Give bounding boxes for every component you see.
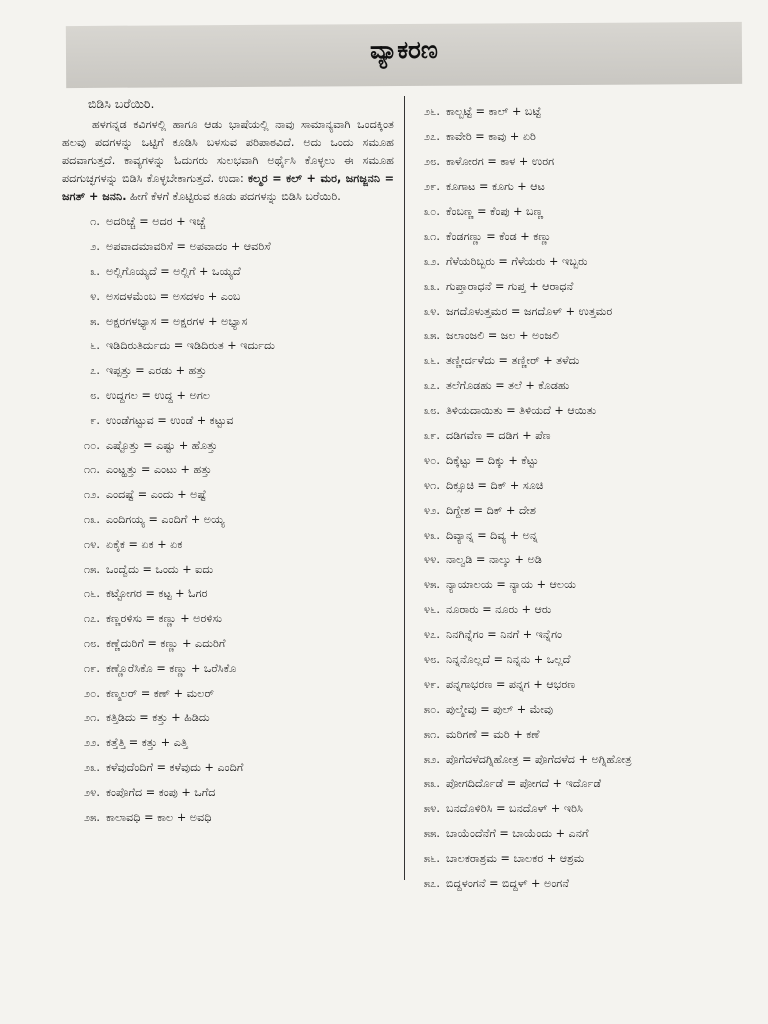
item-number: ೩೧.	[423, 229, 440, 243]
item-text: ಎಂದಿಗಯ್ಯ = ಎಂದಿಗೆ + ಅಯ್ಯ	[106, 512, 225, 526]
item-text: ಅಸದಳಮೆಂಬ = ಅಸದಳಂ + ಎಂಬ	[106, 289, 241, 303]
item-text: ಕೆಂಬಣ್ಣ = ಕೆಂಪು + ಬಣ್ಣ	[446, 205, 544, 218]
list-item	[414, 100, 744, 125]
item-number: ೨೦.	[83, 686, 100, 700]
list-item	[414, 473, 744, 498]
item-number: ೨.	[90, 240, 100, 254]
item-text: ನಿನ್ನನೊಲ್ಲದೆ = ನಿನ್ನನು + ಒಲ್ಲದೆ	[446, 653, 571, 667]
list-item	[62, 433, 398, 458]
item-text: ಕಾಲಾವಧಿ = ಕಾಲ + ಅವಧಿ	[106, 810, 212, 824]
item-text: ಉದ್ದಗಲ = ಉದ್ದ + ಅಗಲ	[106, 388, 211, 402]
list-item	[414, 374, 744, 399]
item-number: ೨೪.	[83, 785, 100, 799]
item-number: ೪೪.	[423, 553, 440, 567]
list-item	[414, 224, 744, 249]
item-number: ೨೭.	[423, 130, 440, 144]
list-item	[414, 747, 744, 772]
column-divider	[404, 96, 405, 880]
item-number: ೩೬.	[423, 354, 440, 368]
item-number: ೧೮.	[83, 636, 100, 650]
item-number: ೪.	[90, 289, 100, 303]
item-number: ೨೧.	[83, 711, 100, 725]
item-text: ಪೊಗೆದಳೆದಗ್ನಿಹೋತ್ರ = ಪೊಗೆದಳೆದ + ಅಗ್ನಿಹೋತ್ರ	[446, 752, 632, 766]
list-item	[62, 805, 398, 830]
item-number: ೩.	[90, 264, 100, 278]
list-item	[414, 648, 744, 673]
item-number: ೨೬.	[423, 105, 440, 119]
item-number: ೩೭.	[423, 379, 440, 393]
item-text: ಕತ್ತಿಡಿದು = ಕತ್ತು + ಹಿಡಿದು	[106, 711, 210, 725]
list-item	[62, 508, 398, 533]
item-text: ಎಂದಷ್ಟೆ = ಎಂದು + ಅಷ್ಟೆ	[106, 488, 207, 502]
item-text: ಕಣ್ಮಲರ್ = ಕಣ್ + ಮಲರ್	[106, 686, 215, 700]
item-text: ಬನದೊಳಿರಿಸಿ = ಬನದೊಳ್ + ಇರಿಸಿ	[446, 802, 583, 816]
right-column	[414, 96, 744, 897]
list-item	[62, 210, 398, 235]
list-item	[414, 872, 744, 897]
item-text: ಅಕ್ಷರಗಳಭ್ಯಾಸ = ಅಕ್ಷರಗಳ + ಅಭ್ಯಾಸ	[106, 314, 248, 328]
item-text: ಕಳೆವುದೆಂದಿಗೆ = ಕಳೆವುದು + ಎಂದಿಗೆ	[106, 760, 244, 774]
item-number: ೬.	[90, 339, 100, 353]
item-number: ೯.	[90, 413, 100, 427]
item-text: ಒಂದ್ವೆದು = ಒಂದು + ಐದು	[106, 562, 214, 576]
list-item	[62, 756, 398, 781]
list-item	[62, 284, 398, 309]
item-number: ೪೨.	[423, 503, 440, 517]
item-number: ೫೩.	[423, 777, 440, 791]
list-item	[414, 498, 744, 523]
item-number: ೫೦.	[423, 702, 440, 716]
item-number: ೪೦.	[423, 453, 440, 467]
item-text: ಎಂಟ್ಹತ್ತು = ಎಂಟು + ಹತ್ತು	[106, 463, 212, 477]
item-text: ಅಲ್ಲಿಗೊಯ್ಯದೆ = ಅಲ್ಲಿಗೆ + ಒಯ್ಯದೆ	[106, 264, 241, 278]
item-number: ೫೨.	[423, 752, 440, 766]
list-item	[414, 150, 744, 175]
item-number: ೧೩.	[83, 512, 100, 526]
right-word-list	[414, 100, 744, 897]
list-item	[62, 359, 398, 384]
instructions-text-1: ಹಳಗನ್ನಡ ಕವಿಗಳಲ್ಲಿ ಹಾಗೂ ಆಡು ಭಾಷೆಯಲ್ಲಿ ನಾವು ಸಾಮಾನ್ಯವಾಗಿ ಒಂದಕ್ಕಿಂತ ಹಲವು ಪದಗಳನ್ನು ಒಟ್ಟಿಗೆ ಕೂಡಿಸಿ ಬಳಸುವ ಪರಿಪಾಠವಿದೆ. ಅದು ಒಂದು ಸಮೂಹ ಪದವಾಗುತ್ತದೆ. ಕಾವ್ಯಗಳನ್ನು ಓದುಗರು ಸುಲಭವಾಗಿ ಅರ್ಥೈಸಿ ಕೊಳ್ಳಲು ಈ ಸಮೂಹ ಪದಗುಚ್ಛಗಳನ್ನು ಬಿಡಿಸಿ ಕೊಳ್ಳಬೇಕಾಗುತ್ತದೆ. ಉದಾ:	[62, 118, 394, 185]
item-number: ೩೩.	[423, 279, 440, 293]
list-item	[62, 557, 398, 582]
item-number: ೨೩.	[83, 760, 100, 774]
list-item	[414, 573, 744, 598]
item-number: ೩೪.	[423, 304, 440, 318]
item-text: ಕಣ್ಣರಳಿಸು = ಕಣ್ಣು + ಅರಳಿಸು	[106, 612, 223, 626]
list-item	[62, 681, 398, 706]
item-text: ಬಾಲಕರಾಶ್ರಮ = ಬಾಲಕರ + ಆಶ್ರಮ	[446, 852, 585, 866]
list-item	[414, 274, 744, 299]
list-item	[62, 334, 398, 359]
item-text: ಎಷ್ಟೊತ್ತು = ಎಷ್ಟು + ಹೊತ್ತು	[106, 438, 218, 452]
item-number: ೫.	[90, 314, 100, 328]
item-number: ೫೭.	[423, 877, 440, 891]
list-item	[414, 697, 744, 722]
item-number: ೧೯.	[83, 661, 100, 675]
item-number: ೩೫.	[423, 329, 440, 343]
list-item	[62, 235, 398, 260]
list-item	[414, 349, 744, 374]
list-item	[62, 607, 398, 632]
item-number: ೨೮.	[423, 155, 440, 169]
item-text: ಕತ್ತೆತ್ತಿ = ಕತ್ತು + ಎತ್ತಿ	[106, 736, 188, 750]
list-item	[414, 548, 744, 573]
item-text: ತಣ್ಣೀರ್ದಳೆದು = ತಣ್ಣೀರ್ + ತಳೆದು	[446, 354, 580, 368]
item-number: ೪೭.	[423, 628, 440, 642]
list-item	[62, 532, 398, 557]
example-text: ಕಲ್ಮರ = ಕಲ್ + ಮರ, ಜಗಜ್ಜನನಿ = ಜಗತ್ + ಜನನಿ.	[62, 172, 394, 203]
item-text: ಉಂಡೆಗಟ್ಟುವ = ಉಂಡೆ + ಕಟ್ಟುವ	[106, 413, 234, 427]
item-number: ೫೪.	[423, 802, 440, 816]
item-text: ಅಪವಾದಮಾವರಿಸೆ = ಅಪವಾದಂ + ಆವರಿಸೆ	[106, 240, 271, 254]
item-text: ಗುಪ್ತಾರಾಧನೆ = ಗುಪ್ತ + ಆರಾಧನೆ	[446, 279, 574, 293]
item-text: ತಲೆಗೊಡಹು = ತಲೆ + ಕೊಡಹು	[446, 379, 570, 393]
left-column	[62, 96, 398, 830]
list-item	[62, 656, 398, 681]
item-text: ನೂರಾರು = ನೂರು + ಆರು	[446, 603, 552, 617]
item-number: ೪೬.	[423, 603, 440, 617]
item-text: ಅದರಿಚ್ಚೆ = ಅದರ + ಇಚ್ಚೆ	[106, 215, 206, 229]
item-number: ೪೧.	[423, 478, 440, 492]
item-number: ೪೩.	[423, 528, 440, 542]
item-text: ಜಲಾಂಜಲಿ = ಜಲ + ಅಂಜಲಿ	[446, 329, 560, 343]
list-item	[414, 424, 744, 449]
list-item	[414, 448, 744, 473]
list-item	[414, 523, 744, 548]
list-item	[414, 847, 744, 872]
instructions-paragraph	[62, 116, 394, 206]
item-number: ೩೨.	[423, 254, 440, 268]
item-text: ಕಣ್ಣೊರೆಸಿಕೊ = ಕಣ್ಣು + ಒರೆಸಿಕೊ	[106, 661, 237, 675]
list-item	[62, 632, 398, 657]
item-text: ದಿವ್ಯಾನ್ನ = ದಿವ್ಯ + ಅನ್ನ	[446, 528, 538, 542]
item-number: ೪೯.	[423, 677, 440, 691]
item-number: ೭.	[90, 364, 100, 378]
item-text: ಏಕೈಕ = ಏಕ + ಏಕ	[106, 537, 183, 551]
item-text: ಕಾವೇರಿ = ಕಾವು + ಏರಿ	[446, 130, 536, 144]
list-item	[414, 299, 744, 324]
list-item	[414, 822, 744, 847]
item-text: ಪೋಗದಿರ್ದೊಡೆ = ಪೋಗದೆ + ಇರ್ದೊಡೆ	[446, 777, 602, 791]
list-item	[62, 309, 398, 334]
list-item	[62, 260, 398, 285]
item-text: ಕಾಳೋರಗ = ಕಾಳ + ಉರಗ	[446, 155, 555, 169]
item-text: ನಿನಗಿನ್ನೆಗಂ = ನಿನಗೆ + ಇನ್ನೆಗಂ	[446, 628, 563, 642]
item-text: ದಿಕ್ಸೂಚಿ = ದಿಕ್ + ಸೂಚಿ	[446, 478, 544, 492]
item-text: ಬಾಯೆಂದೆನೆಗೆ = ಬಾಯೆಂದು + ಎನಗೆ	[446, 827, 589, 841]
list-item	[414, 125, 744, 150]
item-text: ಗೆಳೆಯರಿಬ್ಬರು = ಗೆಳೆಯರು + ಇಬ್ಬರು	[446, 254, 588, 268]
exercise-heading: ಬಿಡಿಸಿ ಬರೆಯಿರಿ.	[88, 96, 155, 111]
item-text: ಇಪ್ಪತ್ತು = ಎರಡು + ಹತ್ತು	[106, 364, 207, 378]
instructions-text-2: ಹೀಗೆ ಕೆಳಗೆ ಕೊಟ್ಟಿರುವ ಕೂಡು ಪದಗಳನ್ನು ಬಿಡಿಸಿ ಬರೆಯಿರಿ.	[126, 190, 341, 203]
item-number: ೧೦.	[83, 438, 100, 452]
list-item	[414, 772, 744, 797]
item-text: ತಿಳಿಯದಾಯಿತು = ತಿಳಿಯದೆ + ಆಯಿತು	[446, 404, 597, 418]
item-number: ೧೫.	[83, 562, 100, 576]
item-number: ೧೪.	[83, 537, 100, 551]
item-number: ೫೧.	[423, 727, 440, 741]
list-item	[414, 598, 744, 623]
list-item	[414, 399, 744, 424]
item-text: ಕಣ್ಣೆದುರಿಗೆ = ಕಣ್ಣು + ಎದುರಿಗೆ	[106, 636, 226, 650]
item-number: ೪೮.	[423, 653, 440, 667]
list-item	[414, 175, 744, 200]
item-number: ೨೫.	[83, 810, 100, 824]
list-item	[62, 408, 398, 433]
list-item	[62, 780, 398, 805]
item-number: ೪೫.	[423, 578, 440, 592]
item-number: ೨೨.	[83, 736, 100, 750]
list-item	[414, 623, 744, 648]
item-text: ಕೆಂಡಗಣ್ಣು = ಕೆಂಡ + ಕಣ್ಣು	[446, 229, 552, 243]
item-text: ದಿಕ್ಕೆಟ್ಟು = ದಿಕ್ಕು + ಕೆಟ್ಟು	[446, 453, 539, 467]
item-text: ದಿಗ್ದೇಶ = ದಿಕ್ + ದೇಶ	[446, 503, 536, 517]
item-text: ಕಟ್ಟೋಗರ = ಕಟ್ಟ + ಓಗರ	[106, 587, 208, 601]
item-number: ೧೬.	[83, 587, 100, 601]
item-text: ನಾಲ್ವಡಿ = ನಾಲ್ಕು + ಅಡಿ	[446, 553, 542, 567]
item-number: ೫೫.	[423, 827, 440, 841]
list-item	[62, 731, 398, 756]
item-text: ಮರಿಗಣೆ = ಮರಿ + ಕಣೆ	[446, 727, 540, 741]
item-number: ೩೮.	[423, 404, 440, 418]
list-item	[62, 458, 398, 483]
item-number: ೫೬.	[423, 852, 440, 866]
item-text: ಪನ್ನಗಾಭರಣ = ಪನ್ನಗ + ಆಭರಣ	[446, 677, 576, 691]
list-item	[414, 797, 744, 822]
item-number: ೧.	[90, 215, 100, 229]
item-text: ಇಡಿದಿರುತಿರ್ದುದು = ಇಡಿದಿರುತ + ಇರ್ದುದು	[106, 339, 275, 353]
list-item	[62, 384, 398, 409]
title-banner	[66, 22, 742, 88]
list-item	[62, 706, 398, 731]
list-item	[414, 200, 744, 225]
item-text: ಬಿದ್ದಳಂಗನೆ = ಬಿದ್ದಳ್ + ಅಂಗನೆ	[446, 877, 569, 891]
page-title: ವ್ಯಾಕರಣ	[370, 35, 438, 65]
list-item	[414, 672, 744, 697]
item-number: ೩೦.	[423, 205, 440, 218]
item-number: ೨೯.	[423, 180, 440, 194]
left-word-list	[62, 210, 398, 830]
item-number: ೧೨.	[83, 488, 100, 502]
item-text: ಕಂಪೊಗೆದ = ಕಂಪು + ಒಗೆದ	[106, 785, 216, 799]
item-text: ಪುಲ್ಮೇವು = ಪುಲ್ + ಮೇವು	[446, 702, 554, 716]
item-text: ಕೂಗಾಟ = ಕೂಗು + ಆಟ	[446, 180, 545, 194]
item-text: ದಡಿಗವೆಣ = ದಡಿಗ + ಪೆಣ	[446, 429, 551, 443]
item-number: ೩೯.	[423, 429, 440, 443]
item-number: ೮.	[90, 388, 100, 402]
list-item	[414, 722, 744, 747]
list-item	[62, 483, 398, 508]
item-text: ನ್ಯಾಯಾಲಯ = ನ್ಯಾಯ + ಆಲಯ	[446, 578, 577, 592]
item-number: ೧೭.	[83, 612, 100, 626]
list-item	[414, 324, 744, 349]
list-item	[62, 582, 398, 607]
list-item	[414, 249, 744, 274]
item-text: ಜಗದೊಳುತ್ತಮರ = ಜಗದೊಳ್ + ಉತ್ತಮರ	[446, 304, 613, 318]
item-text: ಕಾಲ್ಬಟ್ಟೆ = ಕಾಲ್ + ಬಟ್ಟೆ	[446, 105, 542, 119]
item-number: ೧೧.	[83, 463, 100, 477]
